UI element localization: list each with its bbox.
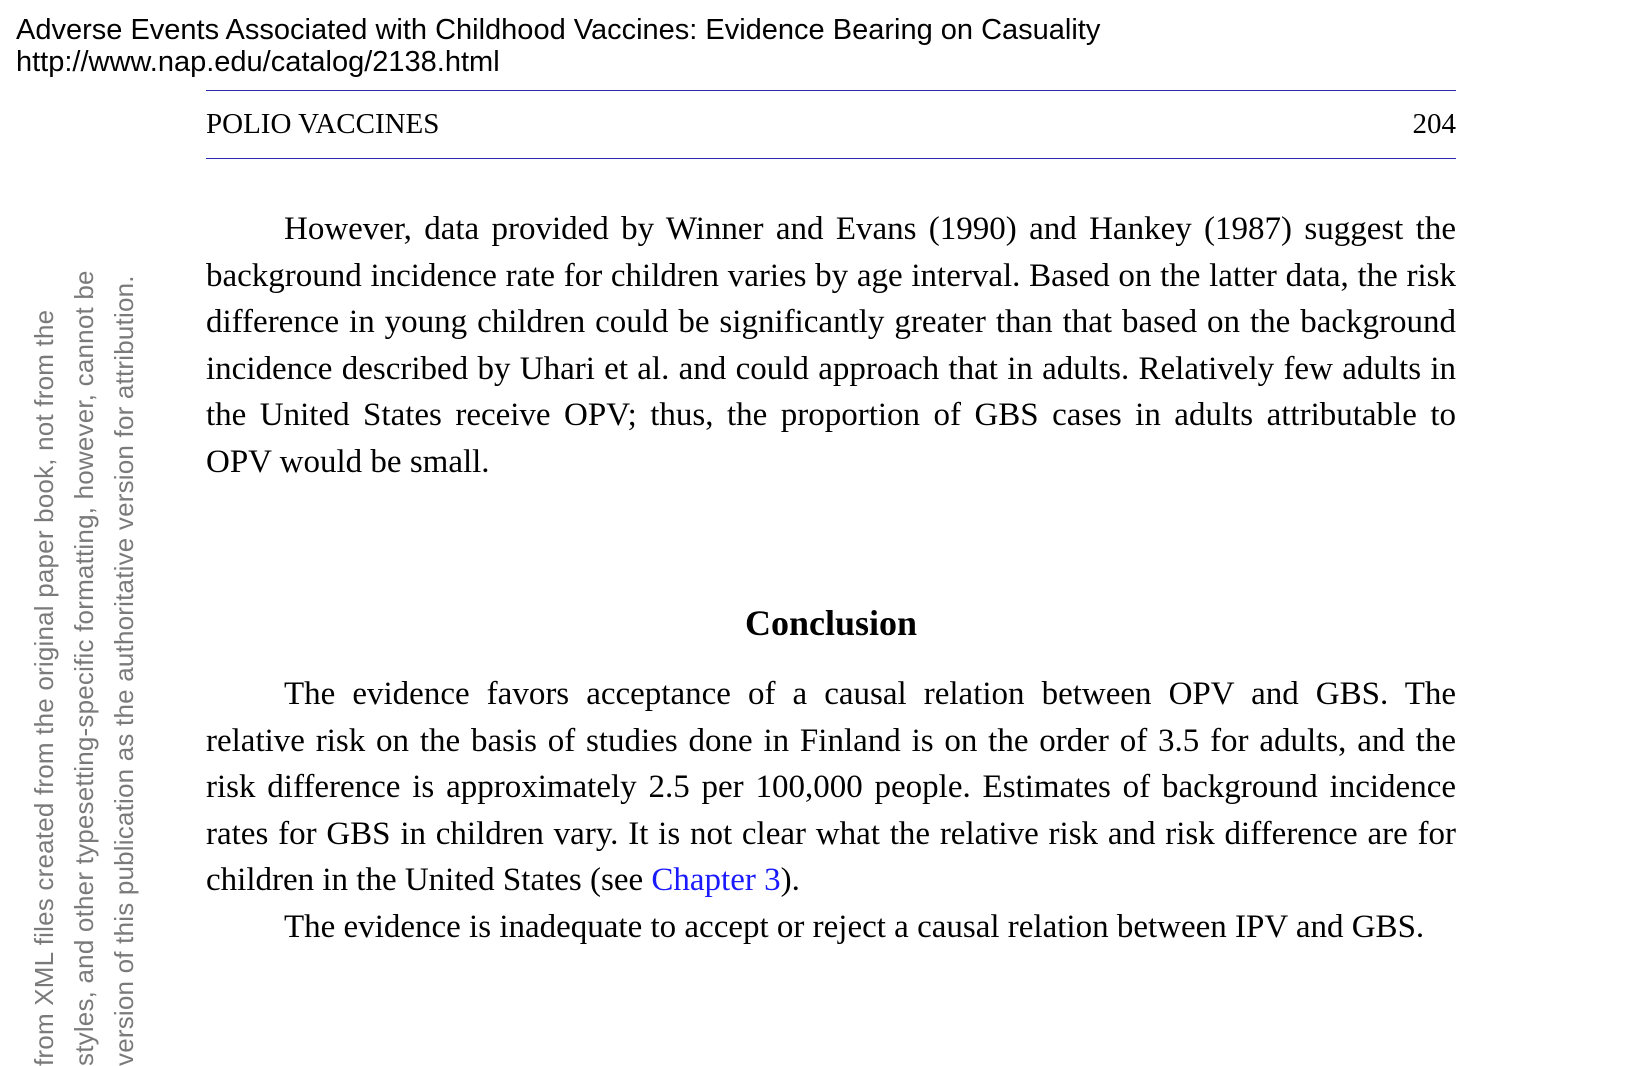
side-notice-line-1: from XML files created from the original paper book, not from the	[29, 309, 59, 1066]
top-rule	[206, 90, 1456, 91]
paragraph-2-text: The evidence favors acceptance of a causal relation between OPV and GBS. The relative risk on the basis of studies done in Finland is on the order of 3.5 for adults, and the risk difference is approximately 2.5 per 100,000 people. Estimates of background incidence rates for GBS in children vary. It is not clear what the relative risk and risk difference are for children in the United States (see	[206, 676, 1456, 898]
page-number: 204	[1412, 108, 1456, 140]
paragraph-2	[206, 671, 1456, 904]
side-notice-line-3: version of this publication as the authoritative version for attribution.	[109, 275, 139, 1066]
bottom-rule	[206, 158, 1456, 159]
chapter-3-link[interactable]: Chapter 3	[651, 862, 781, 898]
section-heading: Conclusion	[744, 603, 918, 643]
running-head-title: POLIO VACCINES	[206, 108, 440, 140]
document-url: http://www.nap.edu/catalog/2138.html	[16, 46, 500, 78]
side-notice	[0, 0, 180, 1066]
body-section-2	[206, 671, 1456, 950]
paragraph-2-tail: ).	[780, 862, 800, 898]
side-notice-line-2: styles, and other typesetting-specific formatting, however, cannot be	[69, 270, 99, 1066]
body-section-1	[206, 206, 1456, 485]
running-head	[206, 106, 1456, 142]
paragraph-3: The evidence is inadequate to accept or reject a causal relation between IPV and GBS.	[284, 908, 1425, 945]
paragraph-1: However, data provided by Winner and Evans (1990) and Hankey (1987) suggest the background incidence rate for children varies by age interval. Based on the latter data, the risk difference in young children could be significantly greater than that based on the background incidence described by Uhari et al. and could approach that in adults. Relatively few adults in the United States receive OPV; thus, the proportion of GBS cases in adults attributable to OPV would be small.	[206, 211, 1456, 480]
document-title: Adverse Events Associated with Childhood Vaccines: Evidence Bearing on Casuality	[16, 14, 1101, 46]
